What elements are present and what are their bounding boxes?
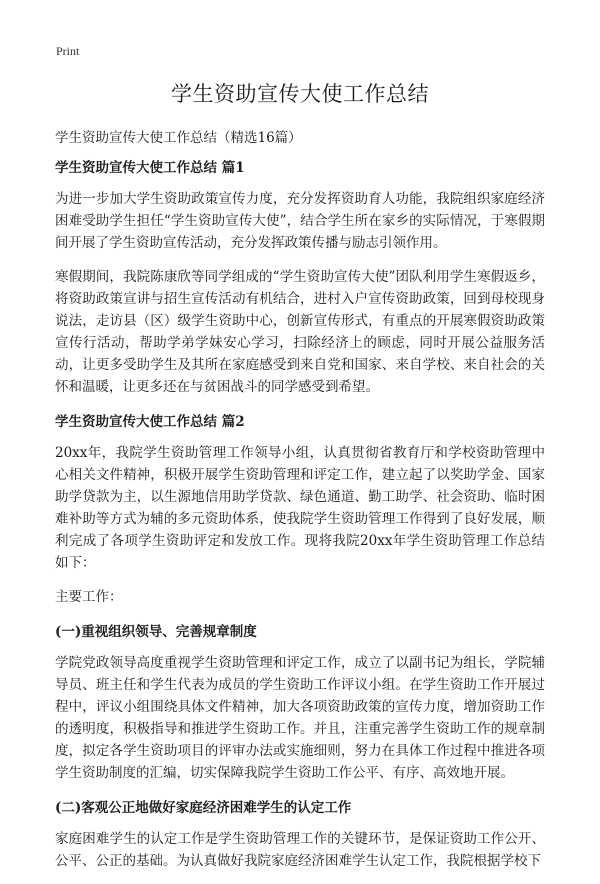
section-heading-1: 学生资助宣传大使工作总结 篇1 <box>55 160 245 176</box>
document-page <box>55 78 545 884</box>
paragraph: 为进一步加大学生资助政策宣传力度，充分发挥资助育人功能，我院组织家庭经济困难受助学生担任“学生资助宣传大使”，结合学生所在家乡的实际情况，于寒假期间开展了学生资助宣传活动，充分发挥政策传播与励志引领作用。 <box>55 191 545 251</box>
paragraph: 主要工作： <box>55 589 123 605</box>
paragraph: 学院党政领导高度重视学生资助管理和评定工作，成立了以副书记为组长，学院辅导员、班主任和学生代表为成员的学生资助工作评议小组。在学生资助工作开展过程中，评议小组围绕具体文件精神，加大各项资助政策的宣传力度，增加资助工作的透明度，积极指导和推进学生资助工作。并且，注重完善学生资助工作的规章制度，拟定各学生资助项目的评审办法或实施细则，努力在具体工作过程中推进各项学生资助制度的汇编，切实保障我院学生资助工作公平、有序、高效地开展。 <box>55 655 545 781</box>
section-heading-2: 学生资助宣传大使工作总结 篇2 <box>55 414 245 430</box>
paragraph: 寒假期间，我院陈康欣等同学组成的“学生资助宣传大使”团队利用学生寒假返乡，将资助政策宣讲与招生宣传活动有机结合，进村入户宣传资助政策，回到母校现身说法，走访县（区）级学生资助中心，创新宣传形式，有重点的开展寒假资助政策宣传行活动，帮助学弟学妹安心学习，扫除经济上的顾虑，同时开展公益服务活动，让更多受助学生及其所在家庭感受到来自党和国家、来自学校、来自社会的关怀和温暖，让更多还在与贫困战斗的同学感受到希望。 <box>55 269 545 395</box>
section-heading-4: (二)客观公正地做好家庭经济困难学生的认定工作 <box>55 800 352 816</box>
paragraph: 家庭困难学生的认定工作是学生资助管理工作的关键环节，是保证资助工作公开、公平、公正的基础。为认真做好我院家庭经济困难学生认定工作，我院根据学校下 <box>55 831 545 869</box>
page-title: 学生资助宣传大使工作总结 <box>171 82 429 106</box>
document-subtitle: 学生资助宣传大使工作总结（精选16篇） <box>55 130 302 146</box>
paragraph: 20xx年，我院学生资助管理工作领导小组，认真贯彻省教育厅和学校资助管理中心相关文件精神，积极开展学生资助管理和评定工作，建立起了以奖助学金、国家助学贷款为主，以生源地信用助学贷款、绿色通道、勤工助学、社会资助、临时困难补助等方式为辅的多元资助体系，使我院学生资助管理工作得到了良好发展，顺利完成了各项学生资助评定和发放工作。现将我院20xx年学生资助管理工作总结如下： <box>55 445 545 571</box>
print-link[interactable]: Print <box>56 44 80 58</box>
section-heading-3: (一)重视组织领导、完善规章制度 <box>55 624 257 640</box>
